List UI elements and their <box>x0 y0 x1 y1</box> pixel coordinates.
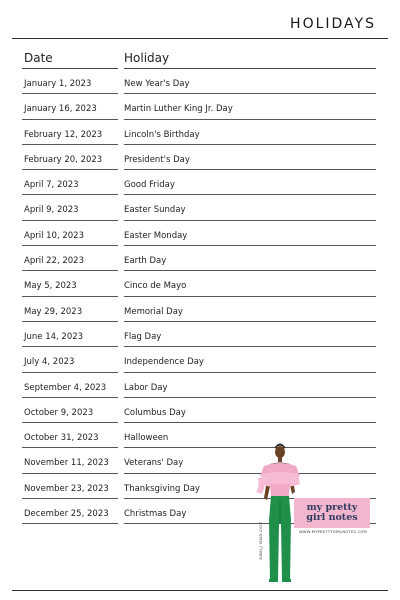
row-rule-date <box>22 220 118 221</box>
holiday-date: November 11, 2023 <box>24 458 109 469</box>
holiday-name: Thanksgiving Day <box>124 483 200 494</box>
row-rule-holiday <box>124 397 376 398</box>
holiday-name: New Year's Day <box>124 79 190 89</box>
row-rule-holiday <box>124 422 376 423</box>
table-row <box>0 97 400 122</box>
header-underline-holiday <box>124 68 376 69</box>
row-rule-holiday <box>124 270 376 271</box>
row-rule-holiday <box>124 346 376 347</box>
holiday-name: Martin Luther King Jr. Day <box>124 104 233 115</box>
table-row <box>0 198 400 223</box>
table-row <box>0 376 400 401</box>
row-rule-date <box>22 523 118 524</box>
holiday-name: Halloween <box>124 433 169 444</box>
holiday-date: April 22, 2023 <box>24 256 84 267</box>
holiday-name: Good Friday <box>124 180 175 191</box>
row-rule-date <box>22 119 118 120</box>
holiday-name: Independence Day <box>124 357 204 368</box>
row-rule-date <box>22 422 118 423</box>
holiday-date: July 4, 2023 <box>24 357 75 368</box>
holiday-name: President's Day <box>124 154 190 165</box>
holiday-name: Earth Day <box>124 256 167 267</box>
holiday-name: Columbus Day <box>124 407 186 418</box>
table-row <box>0 350 400 375</box>
row-rule-date <box>22 169 118 170</box>
row-rule-holiday <box>124 93 376 94</box>
holiday-date: April 7, 2023 <box>24 180 79 191</box>
brand-url: WWW.MYPRETTYGIRLNOTES.COM <box>299 530 367 534</box>
holiday-name: Easter Monday <box>124 230 188 241</box>
row-rule-date <box>22 144 118 145</box>
row-rule-date <box>22 270 118 271</box>
holiday-date: April 10, 2023 <box>24 230 84 241</box>
row-rule-date <box>22 372 118 373</box>
table-row <box>0 325 400 350</box>
artist-signature: Nikki J. Wells 2022 <box>258 521 263 560</box>
row-rule-date <box>22 498 118 499</box>
logo-line-1: my pretty <box>306 502 358 513</box>
row-rule-holiday <box>124 194 376 195</box>
row-rule-date <box>22 296 118 297</box>
holiday-date: November 23, 2023 <box>24 483 109 494</box>
row-rule-date <box>22 473 118 474</box>
row-rule-holiday <box>124 220 376 221</box>
column-header-date: Date <box>24 51 53 65</box>
holiday-date: January 16, 2023 <box>24 104 97 115</box>
table-row <box>0 300 400 325</box>
holiday-name: Christmas Day <box>124 509 187 520</box>
row-rule-holiday <box>124 296 376 297</box>
bottom-divider <box>12 590 388 591</box>
holiday-name: Flag Day <box>124 331 162 342</box>
row-rule-holiday <box>124 144 376 145</box>
holiday-date: December 25, 2023 <box>24 509 109 520</box>
row-rule-holiday <box>124 119 376 120</box>
table-row <box>0 173 400 198</box>
row-rule-date <box>22 245 118 246</box>
holiday-date: February 12, 2023 <box>24 129 103 140</box>
row-rule-holiday <box>124 169 376 170</box>
column-header-holiday: Holiday <box>124 51 170 65</box>
holiday-date: September 4, 2023 <box>24 382 107 393</box>
table-row <box>0 72 400 97</box>
holiday-name: Cinco de Mayo <box>124 281 187 292</box>
top-divider <box>12 38 388 39</box>
row-rule-date <box>22 346 118 347</box>
row-rule-date <box>22 93 118 94</box>
page-title: HOLIDAYS <box>290 16 376 32</box>
table-row <box>0 401 400 426</box>
row-rule-date <box>22 194 118 195</box>
table-row <box>0 123 400 148</box>
row-rule-holiday <box>124 321 376 322</box>
holiday-date: June 14, 2023 <box>24 331 84 342</box>
holiday-date: May 29, 2023 <box>24 306 83 317</box>
holiday-name: Easter Sunday <box>124 205 186 216</box>
holiday-date: October 31, 2023 <box>24 433 99 444</box>
brand-logo <box>294 498 370 528</box>
row-rule-date <box>22 321 118 322</box>
holiday-date: February 20, 2023 <box>24 154 103 165</box>
holiday-name: Veterans' Day <box>124 458 184 469</box>
row-rule-holiday <box>124 245 376 246</box>
table-row <box>0 148 400 173</box>
table-row <box>0 224 400 249</box>
table-row <box>0 249 400 274</box>
holiday-date: October 9, 2023 <box>24 407 94 418</box>
holiday-name: Memorial Day <box>124 306 183 317</box>
row-rule-holiday <box>124 372 376 373</box>
holiday-date: May 5, 2023 <box>24 281 77 292</box>
row-rule-date <box>22 447 118 448</box>
holiday-name: Labor Day <box>124 382 168 393</box>
header-underline-date <box>22 68 118 69</box>
holiday-date: January 1, 2023 <box>24 79 92 89</box>
holiday-name: Lincoln's Birthday <box>124 129 200 140</box>
row-rule-date <box>22 397 118 398</box>
table-row <box>0 274 400 299</box>
holiday-date: April 9, 2023 <box>24 205 79 216</box>
logo-line-2: girl notes <box>306 512 358 523</box>
